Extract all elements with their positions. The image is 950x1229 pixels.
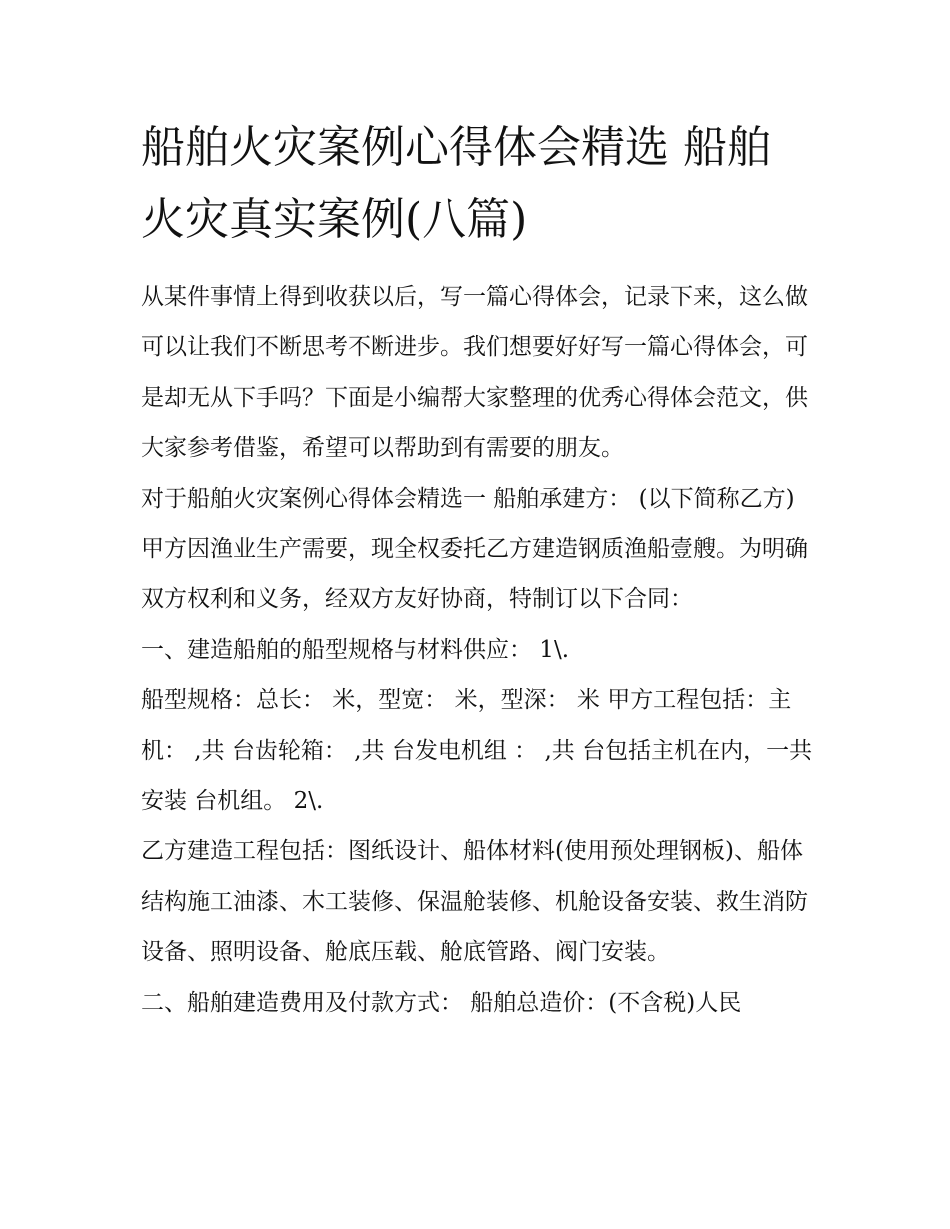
paragraph-contractor: 对于船舶火灾案例心得体会精选一 船舶承建方： (以下简称乙方) xyxy=(141,485,795,512)
paragraph-intro: 从某件事情上得到收获以后，写一篇心得体会，记录下来，这么做可以让我们不断思考不断进步。我们想要好好写一篇心得体会，可是却无从下手吗？下面是小编帮大家整理的优秀心得体会范文，供大家参考借鉴，希望可以帮助到有需要的朋友。 xyxy=(141,284,808,462)
paragraph-section-one: 一、建造船舶的船型规格与材料供应： 1\. xyxy=(141,636,570,663)
paragraph-ship-spec: 船型规格：总长： 米，型宽： 米，型深： 米 甲方工程包括：主机： ,共 台齿轮箱： ,共 台发电机组 ： ,共 台包括主机在内，一共安装 台机组。 2\. xyxy=(141,687,813,815)
document-body xyxy=(141,272,813,1028)
paragraph-contractor-scope: 乙方建造工程包括：图纸设计、船体材料(使用预处理钢板)、船体结构施工油漆、木工装修、保温舱装修、机舱设备安装、救生消防设备、照明设备、舱底压载、舱底管路、阀门安装。 xyxy=(141,838,808,966)
document-title: 船舶火灾案例心得体会精选 船舶火灾真实案例(八篇) xyxy=(141,122,771,245)
document-content xyxy=(141,112,813,1028)
paragraph-section-two: 二、船舶建造费用及付款方式： 船舶总造价：(不含税)人民 xyxy=(141,989,742,1016)
paragraph-commission: 甲方因渔业生产需要，现全权委托乙方建造钢质渔船壹艘。为明确双方权利和义务，经双方友好协商，特制订以下合同： xyxy=(141,536,808,613)
